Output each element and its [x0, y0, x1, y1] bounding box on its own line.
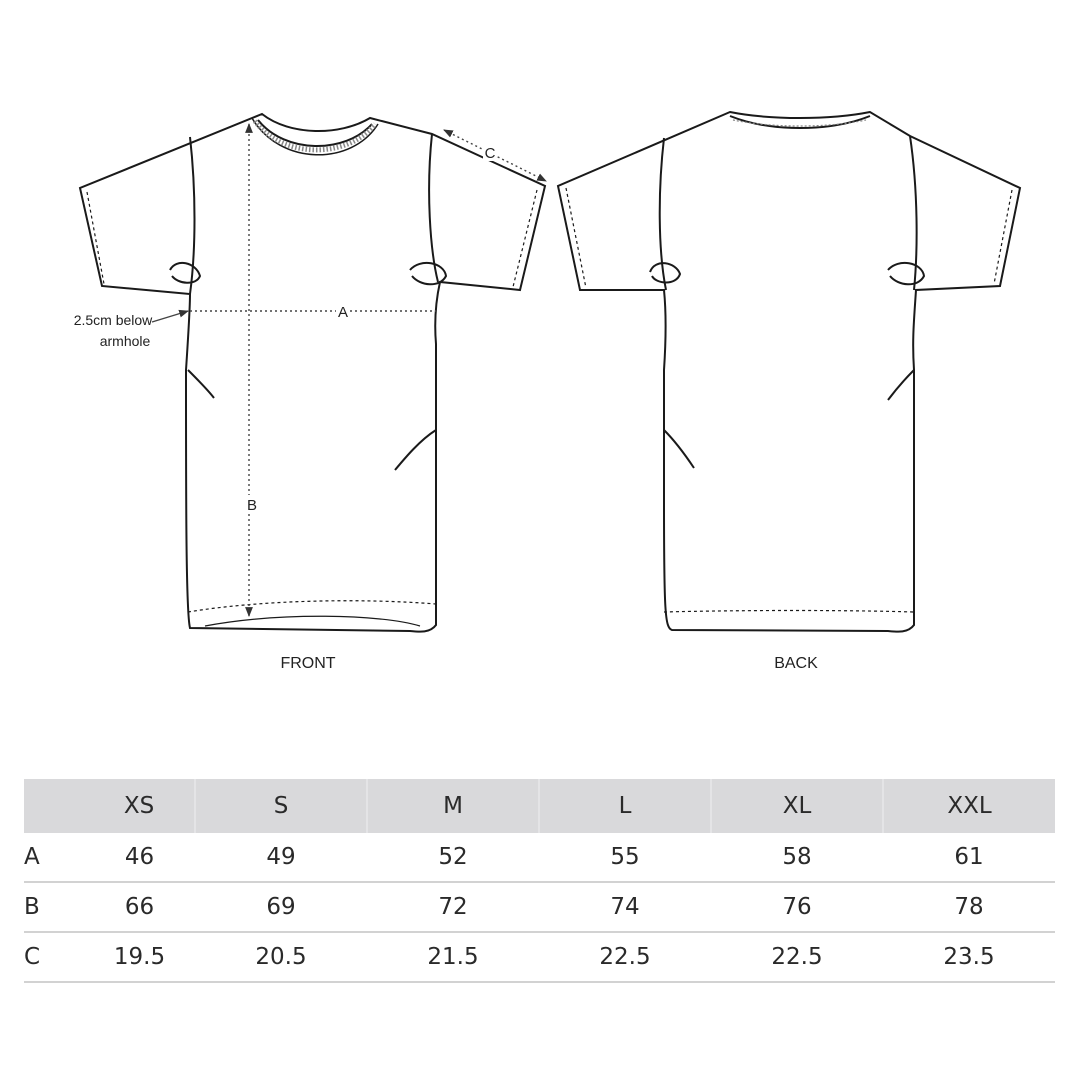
table-cell: 22.5	[539, 932, 711, 982]
table-cell: 61	[883, 833, 1055, 882]
table-cell: 55	[539, 833, 711, 882]
table-row	[24, 833, 1055, 882]
table-cell: 21.5	[367, 932, 539, 982]
row-label: C	[24, 932, 84, 982]
size-l-header: L	[539, 779, 711, 833]
dimension-b-label: B	[246, 497, 258, 514]
size-xs-header: XS	[84, 779, 195, 833]
armhole-note-line2: armhole	[99, 333, 151, 349]
table-cell: 78	[883, 882, 1055, 932]
table-cell: 52	[367, 833, 539, 882]
front-label: FRONT	[280, 655, 336, 672]
table-cell: 69	[195, 882, 367, 932]
table-cell: 66	[84, 882, 195, 932]
table-cell: 74	[539, 882, 711, 932]
row-label: B	[24, 882, 84, 932]
back-tshirt	[558, 112, 1020, 632]
size-m-header: M	[367, 779, 539, 833]
dimension-a-label: A	[337, 304, 349, 321]
table-cell: 72	[367, 882, 539, 932]
table-cell: 58	[711, 833, 883, 882]
table-cell: 23.5	[883, 932, 1055, 982]
row-label: A	[24, 833, 84, 882]
size-chart-table	[24, 779, 1055, 983]
size-s-header: S	[195, 779, 367, 833]
table-cell: 22.5	[711, 932, 883, 982]
corner-cell	[24, 779, 84, 833]
size-xl-header: XL	[711, 779, 883, 833]
armhole-note-line1: 2.5cm below	[73, 312, 153, 328]
table-cell: 46	[84, 833, 195, 882]
table-cell: 20.5	[195, 932, 367, 982]
table-cell: 49	[195, 833, 367, 882]
table-cell: 19.5	[84, 932, 195, 982]
table-cell: 76	[711, 882, 883, 932]
front-tshirt	[80, 114, 545, 632]
table-row	[24, 932, 1055, 982]
size-header-row	[24, 779, 1055, 833]
back-label: BACK	[774, 655, 818, 672]
table-row	[24, 882, 1055, 932]
size-xxl-header: XXL	[883, 779, 1055, 833]
dimension-c-label: C	[484, 145, 496, 162]
